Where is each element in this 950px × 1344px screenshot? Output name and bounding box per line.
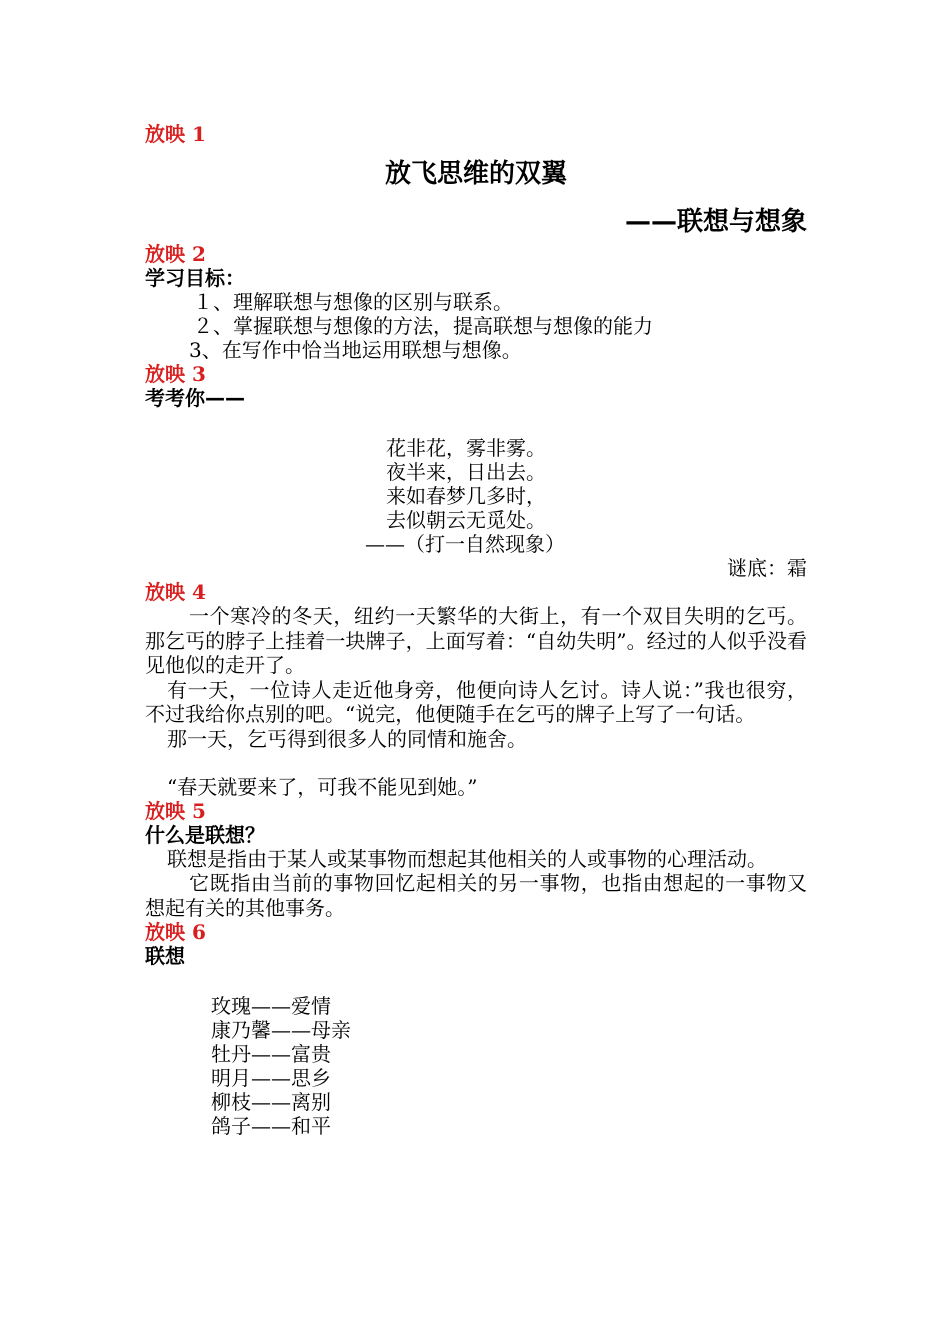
poem-line: 花非花，雾非雾。	[386, 436, 546, 460]
slide-marker-3: 放映 3	[145, 362, 206, 386]
definition-heading: 什么是联想？	[145, 822, 265, 847]
story-paragraph: 一个寒冷的冬天，纽约一天繁华的大街上，有一个双目失明的乞丐。那乞丐的脖子上挂着一块牌子，上面写着：“自幼失明”。经过的人似乎没看见他似的走开了。	[145, 604, 807, 677]
page-subtitle: ——联想与想象	[624, 207, 807, 237]
poem-hint: ——（打一自然现象）	[365, 532, 565, 556]
association-pair: 牡丹——富贵	[211, 1042, 331, 1066]
association-pair: 康乃馨——母亲	[211, 1018, 351, 1042]
story-quote: “春天就要来了，可我不能见到她。”	[167, 774, 478, 799]
association-pair: 柳枝——离别	[211, 1090, 331, 1114]
poem-line: 夜半来，日出去。	[386, 460, 546, 484]
poem-line: 来如春梦几多时，	[386, 484, 546, 508]
goal-item: ２、掌握联想与想像的方法，提高联想与想像的能力	[193, 314, 653, 338]
slide-marker-5: 放映 5	[145, 798, 206, 823]
association-pair: 玫瑰——爱情	[211, 994, 331, 1018]
goals-heading: 学习目标：	[145, 266, 245, 290]
goal-item: １、理解联想与想像的区别与联系。	[193, 290, 513, 314]
slide-marker-4: 放映 4	[145, 580, 206, 604]
definition-paragraph: 它既指由当前的事物回忆起相关的另一事物，也指由想起的一事物又想起有关的其他事务。	[145, 871, 807, 920]
definition-paragraph: 联想是指由于某人或某事物而想起其他相关的人或事物的心理活动。	[167, 846, 767, 871]
quiz-heading: 考考你——	[145, 386, 245, 410]
slide-marker-6: 放映 6	[145, 920, 206, 944]
page-title: 放飞思维的双翼	[384, 159, 567, 189]
poem-line: 去似朝云无觅处。	[386, 508, 546, 532]
association-pair: 鸽子——和平	[211, 1114, 331, 1138]
story-paragraph: 那一天，乞丐得到很多人的同情和施舍。	[167, 726, 527, 751]
riddle-answer: 谜底：霜	[727, 556, 807, 580]
goal-item: 3、在写作中恰当地运用联想与想像。	[189, 338, 522, 362]
association-heading: 联想	[145, 944, 185, 968]
association-pair: 明月——思乡	[211, 1066, 331, 1090]
slide-marker-2: 放映 2	[145, 242, 206, 266]
slide-marker-1: 放映 1	[145, 122, 206, 146]
story-paragraph: 有一天，一位诗人走近他身旁，他便向诗人乞讨。诗人说：”我也很穷，不过我给你点别的吧。“说完，他便随手在乞丐的牌子上写了一句话。	[145, 677, 807, 726]
document-page	[145, 122, 807, 1138]
